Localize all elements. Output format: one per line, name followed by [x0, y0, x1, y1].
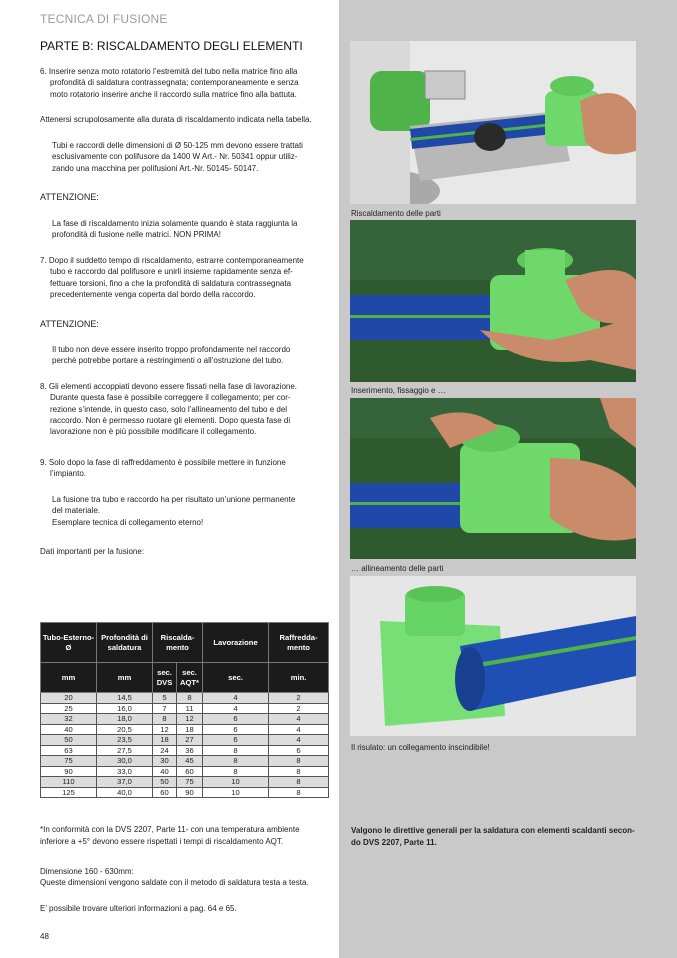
directive-line: do DVS 2207, Parte 11. [351, 837, 437, 847]
step-7-line: tubo e raccordo dal polifusore e unirli insieme rapidamente senza ef- [50, 267, 293, 277]
photo-result [350, 576, 636, 736]
table-cell: 8 [269, 777, 329, 788]
table-cell: 75 [177, 777, 203, 788]
page-number: 48 [40, 932, 49, 941]
table-cell: 90 [177, 787, 203, 798]
table-cell: 45 [177, 756, 203, 767]
tubes-line: zando una macchina per polifusioni Art.-Nr. 50145- 50147. [52, 163, 259, 173]
table-footnote [40, 824, 335, 847]
table-cell: 4 [269, 724, 329, 735]
photo-heating-image [350, 41, 636, 204]
table-cell: 12 [177, 714, 203, 725]
table-cell: 2 [269, 693, 329, 704]
table-cell: 4 [203, 693, 269, 704]
table-cell: 60 [177, 766, 203, 777]
table-cell: 16,0 [97, 703, 153, 714]
step-6-line: 6. Inserire senza moto rotatorio l’estremità del tubo nella matrice fino alla [40, 67, 298, 76]
table-cell: 18 [153, 735, 177, 746]
col-header-heating: Riscalda-mento [153, 623, 203, 663]
table-row [41, 766, 329, 777]
table-body [41, 693, 329, 798]
table-cell: 25 [41, 703, 97, 714]
photo-alignment [350, 398, 636, 559]
table-row [41, 735, 329, 746]
tubes-note [52, 140, 303, 174]
dimension-title: Dimensione 160 - 630mm: [40, 867, 134, 876]
step-7-line: fettuare torsioni, fino a che la profondità di saldatura contrassegnata [50, 278, 292, 288]
table-cell: 30,0 [97, 756, 153, 767]
photo-alignment-image [350, 398, 636, 559]
directive-note [351, 825, 661, 848]
result-line: Esemplare tecnica di collegamento eterno! [52, 517, 204, 527]
table-row [41, 703, 329, 714]
table-cell: 23,5 [97, 735, 153, 746]
table-cell: 8 [269, 766, 329, 777]
table-cell: 24 [153, 745, 177, 756]
table-cell: 40,0 [97, 787, 153, 798]
table-cell: 37,0 [97, 777, 153, 788]
attend-note: Attenersi scrupolosamente alla durata di riscaldamento indicata nella tabella. [40, 115, 312, 124]
step-8-line: lavorazione non è più possibile modificare il collegamento. [50, 427, 257, 437]
footnote-line: *In conformità con la DVS 2207, Parte 11- con una temperatura ambiente [40, 825, 300, 834]
step-8-line: raccordo. Non è permesso ruotare gli elementi. Dopo questa fase di [50, 415, 291, 425]
table-cell: 20,5 [97, 724, 153, 735]
step-7 [40, 255, 304, 300]
table-cell: 5 [153, 693, 177, 704]
warning-line: Il tubo non deve essere inserito troppo profondamente nel raccordo [52, 345, 291, 354]
result-line: del materiale. [52, 506, 101, 516]
table-cell: 11 [177, 703, 203, 714]
table-cell: 63 [41, 745, 97, 756]
dimension-text: Queste dimensioni vengono saldate con il metodo di saldatura testa a testa. [40, 878, 309, 887]
table-cell: 33,0 [97, 766, 153, 777]
tubes-line: esclusivamente con polifusore da 1400 W Art.- Nr. 50341 oppur utiliz- [52, 152, 298, 162]
step-6-line: profondità di saldatura contrassegnata; contemporaneamente e senza [50, 78, 299, 88]
warning-line: profondità di fusione nelle matrici. NON PRIMA! [52, 230, 221, 240]
directive-line: Valgono le direttive generali per la saldatura con elementi scaldanti secon- [351, 826, 635, 835]
warning-line: perchè potrebbe portare a restringimenti o all’ostruzione del tubo. [52, 356, 284, 366]
step-6 [40, 66, 330, 100]
caption-3: … allineamento delle parti [351, 564, 444, 573]
warning-2 [52, 344, 290, 367]
photo-heating [350, 41, 636, 204]
table-cell: 6 [269, 745, 329, 756]
table-cell: 10 [203, 787, 269, 798]
table-cell: 6 [203, 735, 269, 746]
table-cell: 8 [177, 693, 203, 704]
table-cell: 6 [203, 724, 269, 735]
step-7-line: precedentemente venga coperta dal bordo della raccordo. [50, 289, 256, 299]
table-cell: 8 [269, 787, 329, 798]
table-cell: 18,0 [97, 714, 153, 725]
table-row [41, 756, 329, 767]
table-cell: 125 [41, 787, 97, 798]
step-9-line: 9. Solo dopo la fase di raffreddamento è possibile mettere in funzione [40, 458, 286, 467]
unit-sec-aqt: sec. AQT* [177, 663, 203, 693]
table-cell: 27 [177, 735, 203, 746]
table-cell: 75 [41, 756, 97, 767]
table-cell: 8 [203, 745, 269, 756]
table-cell: 8 [203, 756, 269, 767]
col-header-cooling: Raffredda-mento [269, 623, 329, 663]
step-8 [40, 381, 297, 437]
unit-sec: sec. [203, 663, 269, 693]
table-cell: 50 [153, 777, 177, 788]
table-row [41, 714, 329, 725]
table-cell: 40 [41, 724, 97, 735]
col-header-tube: Tubo-Esterno-Ø [41, 623, 97, 663]
col-header-processing: Lavorazione [203, 623, 269, 663]
warning-1 [52, 218, 298, 241]
table-cell: 32 [41, 714, 97, 725]
table-cell: 18 [177, 724, 203, 735]
step-9-line: l’impianto. [50, 469, 87, 479]
table-cell: 2 [269, 703, 329, 714]
table-cell: 90 [41, 766, 97, 777]
unit-mm: mm [41, 663, 97, 693]
step-7-line: 7. Dopo il suddetto tempo di riscaldamento, estrarre contemporaneamente [40, 256, 304, 265]
table-row [41, 724, 329, 735]
table-cell: 110 [41, 777, 97, 788]
step-8-line: Durante questa fase è possibile correggere il collegamento; per cor- [50, 393, 291, 403]
table-cell: 50 [41, 735, 97, 746]
more-info-text: E’ possibile trovare ulteriori informazioni a pag. 64 e 65. [40, 904, 237, 913]
footnote-line: inferiore a +5° devono essere rispettati i tempi di riscaldamento AQT. [40, 836, 284, 846]
dati-heading: Dati importanti per la fusione: [40, 547, 145, 556]
tubes-line: Tubi e raccordi delle dimensioni di Ø 50-125 mm devono essere trattati [52, 141, 303, 150]
table-cell: 60 [153, 787, 177, 798]
unit-sec-dvs: sec. DVS [153, 663, 177, 693]
table-row [41, 693, 329, 704]
caption-2: Inserimento, fissaggio e … [351, 386, 446, 395]
table-row [41, 787, 329, 798]
table-cell: 8 [269, 756, 329, 767]
table-cell: 10 [203, 777, 269, 788]
caption-4: Il risulato: un collegamento inscindibile! [351, 743, 490, 752]
table-cell: 20 [41, 693, 97, 704]
unit-min: min. [269, 663, 329, 693]
fusion-table [40, 622, 329, 798]
table-cell: 14,5 [97, 693, 153, 704]
table-cell: 36 [177, 745, 203, 756]
table-cell: 8 [203, 766, 269, 777]
table-cell: 4 [203, 703, 269, 714]
photo-result-image [350, 576, 636, 736]
table-cell: 4 [269, 735, 329, 746]
step-8-line: rezione s’intende, in questo caso, solo l’allineamento del tubo e del [50, 404, 288, 414]
section-header: TECNICA DI FUSIONE [40, 12, 168, 26]
table-cell: 30 [153, 756, 177, 767]
table-row [41, 777, 329, 788]
table-cell: 12 [153, 724, 177, 735]
unit-mm: mm [97, 663, 153, 693]
photo-insertion-image [350, 220, 636, 382]
caption-1: Riscaldamento delle parti [351, 209, 441, 218]
photo-insertion [350, 220, 636, 382]
table-cell: 7 [153, 703, 177, 714]
step-6-line: moto rotatorio inserire anche il raccordo sulla matrice fino alla battuta. [50, 89, 297, 99]
step-8-line: 8. Gli elementi accoppiati devono essere fissati nella fase di lavorazione. [40, 382, 298, 391]
warning-line: La fase di riscaldamento inizia solamente quando è stata raggiunta la [52, 219, 298, 228]
attenzione-heading-2: ATTENZIONE: [40, 319, 99, 329]
page-title: PARTE B: RISCALDAMENTO DEGLI ELEMENTI [40, 39, 303, 53]
result-line: La fusione tra tubo e raccordo ha per risultato un’unione permanente [52, 495, 296, 504]
table-cell: 40 [153, 766, 177, 777]
result-note [52, 494, 295, 528]
table-cell: 27,5 [97, 745, 153, 756]
table-cell: 4 [269, 714, 329, 725]
step-9 [40, 457, 286, 480]
table-cell: 6 [203, 714, 269, 725]
attenzione-heading-1: ATTENZIONE: [40, 192, 99, 202]
table-row [41, 745, 329, 756]
table-cell: 8 [153, 714, 177, 725]
col-header-depth: Profondità di saldatura [97, 623, 153, 663]
